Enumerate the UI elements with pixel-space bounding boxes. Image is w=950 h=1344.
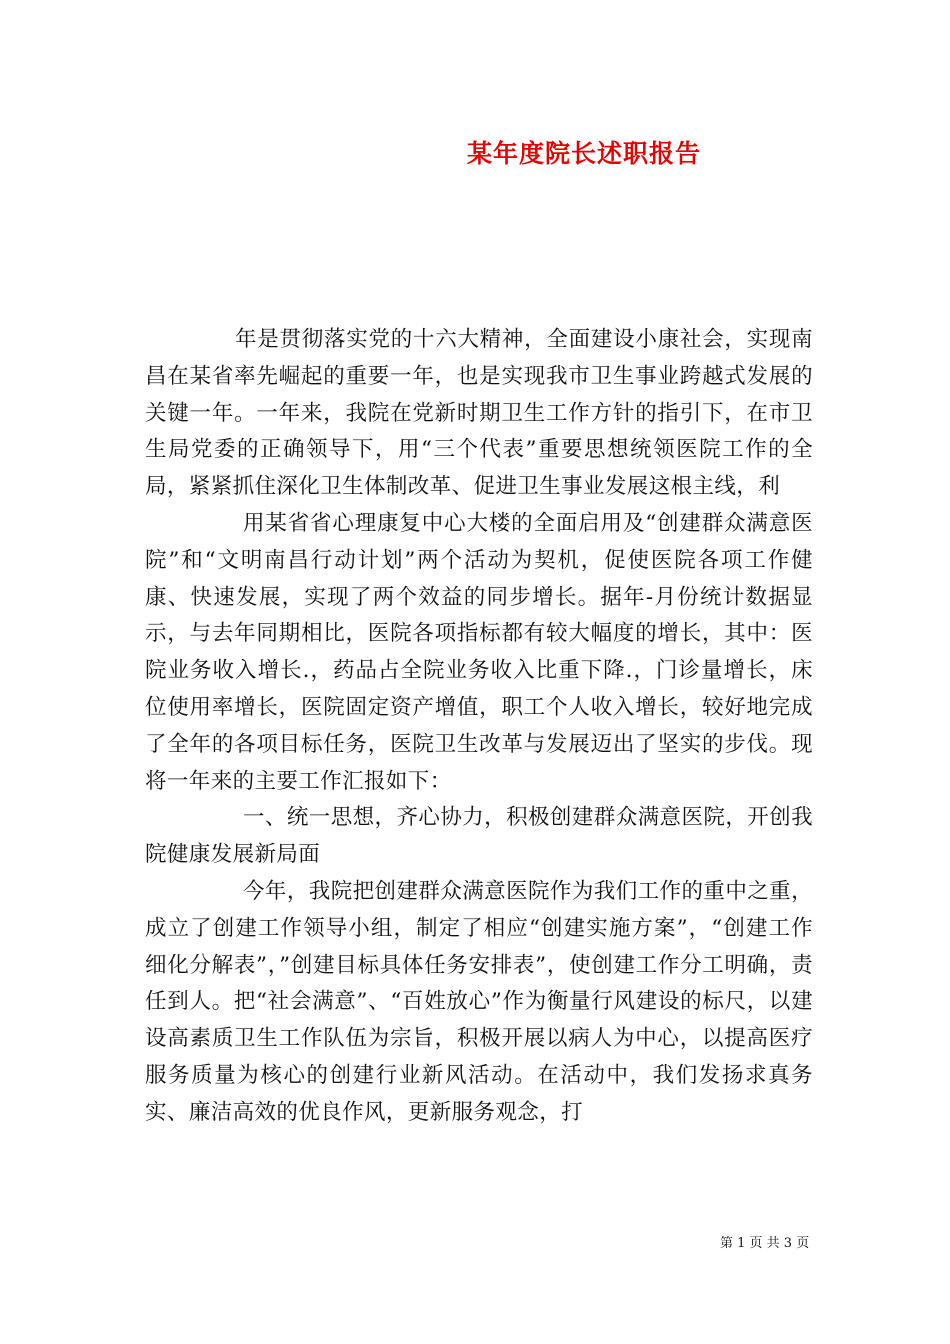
page-footer: 第 1 页 共 3 页 [720,1236,810,1251]
paragraph-1: 年是贯彻落实党的十六大精神，全面建设小康社会，实现南昌在某省率先崛起的重要一年，也是实现我市卫生事业跨越式发展的关键一年。一年来，我院在党新时期卫生工作方针的指引下，在市卫生局党委的正确领导下，用“三个代表”重要思想统领医院工作的全局，紧紧抓住深化卫生体制改革、促进卫生事业发展这根主线，利 [145,327,813,500]
paragraph-3-heading: 一、统一思想，齐心协力，积极创建群众满意医院，开创我院健康发展新局面 [145,805,813,868]
paragraph-4: 今年，我院把创建群众满意医院作为我们工作的重中之重，成立了创建工作领导小组，制定了相应“创建实施方案”，“创建工作细化分解表”，”创建目标具体任务安排表”，使创建工作分工明确，责任到人。把“社会满意”、“百姓放心”作为衡量行风建设的标尺，以建设高素质卫生工作队伍为宗旨，积极开展以病人为中心，以提高医疗服务质量为核心的创建行业新风活动。在活动中，我们发扬求真务实、廉洁高效的优良作风，更新服务观念，打 [145,878,813,1125]
paragraph-2: 用某省省心理康复中心大楼的全面启用及“创建群众满意医院”和“文明南昌行动计划”两个活动为契机，促使医院各项工作健康、快速发展，实现了两个效益的同步增长。据年-月份统计数据显示，与去年同期相比，医院各项指标都有较大幅度的增长，其中：医院业务收入增长.，药品占全院业务收入比重下降.，门诊量增长，床位使用率增长，医院固定资产增值，职工个人收入增长，较好地完成了全年的各项目标任务，医院卫生改革与发展迈出了坚实的步伐。现将一年来的主要工作汇报如下： [145,510,813,794]
document-title: 某年度院长述职报告 [467,139,702,168]
document-body [145,322,813,1132]
